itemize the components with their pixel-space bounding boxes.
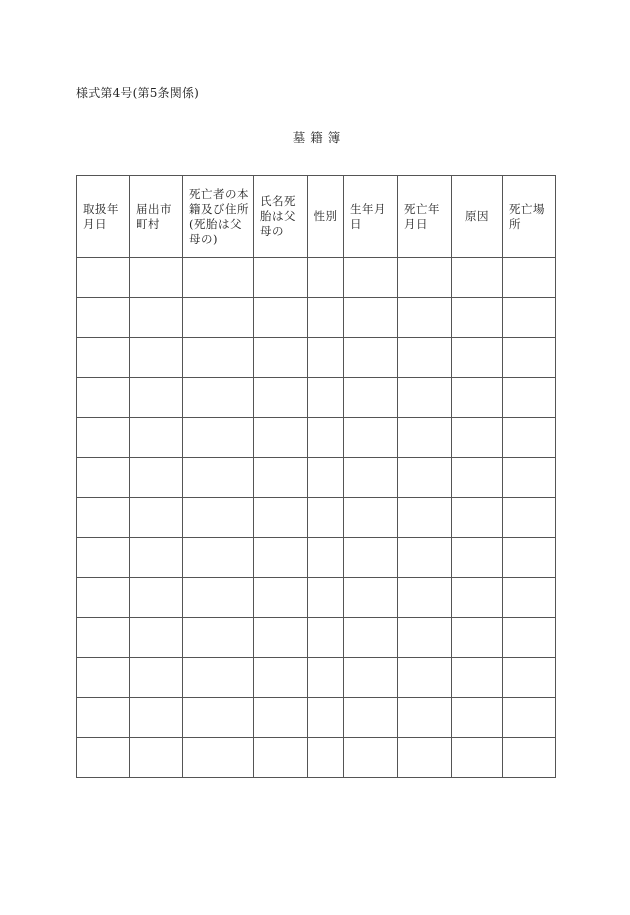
entry-cell-received[interactable] [77, 578, 130, 618]
entry-cell-death_date[interactable] [398, 658, 452, 698]
header-row [77, 176, 556, 258]
col-header-received-date: 取扱年月日 [77, 176, 130, 258]
entry-cell-name[interactable] [254, 418, 308, 458]
entry-cell-name[interactable] [254, 578, 308, 618]
document-title: 墓籍簿 [292, 130, 346, 145]
entry-cell-birth[interactable] [344, 618, 398, 658]
table-row [77, 458, 556, 498]
entry-cell-birth[interactable] [344, 498, 398, 538]
entry-cell-death_place[interactable] [503, 658, 556, 698]
col-header-notified-municipality: 届出市町村 [130, 176, 183, 258]
entry-cell-notified_city[interactable] [130, 378, 183, 418]
entry-cell-death_place[interactable] [503, 618, 556, 658]
entry-cell-sex[interactable] [308, 378, 344, 418]
entry-cell-cause[interactable] [452, 578, 503, 618]
entry-cell-name[interactable] [254, 658, 308, 698]
entry-cell-name[interactable] [254, 258, 308, 298]
entry-cell-notified_city[interactable] [130, 618, 183, 658]
entry-cell-notified_city[interactable] [130, 698, 183, 738]
entry-cell-sex[interactable] [308, 578, 344, 618]
grave-register-table [76, 175, 556, 778]
entry-cell-received[interactable] [77, 418, 130, 458]
register-body [77, 258, 556, 778]
entry-cell-cause[interactable] [452, 538, 503, 578]
entry-cell-received[interactable] [77, 378, 130, 418]
entry-cell-name[interactable] [254, 378, 308, 418]
entry-cell-domicile[interactable] [183, 298, 254, 338]
entry-cell-sex[interactable] [308, 658, 344, 698]
entry-cell-death_date[interactable] [398, 298, 452, 338]
entry-cell-birth[interactable] [344, 258, 398, 298]
entry-cell-notified_city[interactable] [130, 498, 183, 538]
col-header-domicile-address: 死亡者の本籍及び住所(死胎は父母の) [183, 176, 254, 258]
entry-cell-domicile[interactable] [183, 338, 254, 378]
entry-cell-received[interactable] [77, 298, 130, 338]
entry-cell-cause[interactable] [452, 258, 503, 298]
entry-cell-sex[interactable] [308, 698, 344, 738]
entry-cell-domicile[interactable] [183, 258, 254, 298]
entry-cell-birth[interactable] [344, 578, 398, 618]
entry-cell-death_place[interactable] [503, 498, 556, 538]
entry-cell-sex[interactable] [308, 458, 344, 498]
entry-cell-birth[interactable] [344, 698, 398, 738]
entry-cell-name[interactable] [254, 338, 308, 378]
entry-cell-received[interactable] [77, 618, 130, 658]
entry-cell-notified_city[interactable] [130, 458, 183, 498]
entry-cell-domicile[interactable] [183, 458, 254, 498]
entry-cell-death_date[interactable] [398, 498, 452, 538]
entry-cell-cause[interactable] [452, 658, 503, 698]
entry-cell-received[interactable] [77, 458, 130, 498]
entry-cell-notified_city[interactable] [130, 738, 183, 778]
entry-cell-sex[interactable] [308, 618, 344, 658]
entry-cell-death_date[interactable] [398, 578, 452, 618]
table-row [77, 338, 556, 378]
col-header-death-place: 死亡場所 [503, 176, 556, 258]
entry-cell-sex[interactable] [308, 538, 344, 578]
entry-cell-received[interactable] [77, 338, 130, 378]
table-row [77, 618, 556, 658]
col-header-sex: 性別 [308, 176, 344, 258]
entry-cell-domicile[interactable] [183, 738, 254, 778]
entry-cell-cause[interactable] [452, 378, 503, 418]
table-row [77, 298, 556, 338]
entry-cell-cause[interactable] [452, 458, 503, 498]
entry-cell-domicile[interactable] [183, 618, 254, 658]
col-header-death-date: 死亡年月日 [398, 176, 452, 258]
entry-cell-cause[interactable] [452, 738, 503, 778]
entry-cell-domicile[interactable] [183, 658, 254, 698]
entry-cell-name[interactable] [254, 698, 308, 738]
entry-cell-name[interactable] [254, 458, 308, 498]
entry-cell-death_place[interactable] [503, 738, 556, 778]
entry-cell-death_place[interactable] [503, 458, 556, 498]
entry-cell-domicile[interactable] [183, 578, 254, 618]
form-number-label: 様式第4号(第5条関係) [76, 86, 200, 100]
entry-cell-name[interactable] [254, 498, 308, 538]
entry-cell-notified_city[interactable] [130, 338, 183, 378]
entry-cell-sex[interactable] [308, 258, 344, 298]
entry-cell-sex[interactable] [308, 298, 344, 338]
entry-cell-domicile[interactable] [183, 378, 254, 418]
entry-cell-death_date[interactable] [398, 258, 452, 298]
entry-cell-received[interactable] [77, 258, 130, 298]
entry-cell-cause[interactable] [452, 618, 503, 658]
entry-cell-birth[interactable] [344, 658, 398, 698]
entry-cell-received[interactable] [77, 658, 130, 698]
entry-cell-birth[interactable] [344, 338, 398, 378]
entry-cell-name[interactable] [254, 538, 308, 578]
table-row [77, 738, 556, 778]
entry-cell-death_date[interactable] [398, 538, 452, 578]
entry-cell-cause[interactable] [452, 298, 503, 338]
entry-cell-cause[interactable] [452, 338, 503, 378]
entry-cell-domicile[interactable] [183, 498, 254, 538]
entry-cell-death_place[interactable] [503, 698, 556, 738]
col-header-birth-date: 生年月日 [344, 176, 398, 258]
entry-cell-notified_city[interactable] [130, 418, 183, 458]
entry-cell-notified_city[interactable] [130, 298, 183, 338]
entry-cell-notified_city[interactable] [130, 258, 183, 298]
entry-cell-death_date[interactable] [398, 618, 452, 658]
entry-cell-death_place[interactable] [503, 258, 556, 298]
table-row [77, 538, 556, 578]
entry-cell-domicile[interactable] [183, 418, 254, 458]
entry-cell-birth[interactable] [344, 298, 398, 338]
entry-cell-received[interactable] [77, 498, 130, 538]
entry-cell-sex[interactable] [308, 338, 344, 378]
entry-cell-death_date[interactable] [398, 698, 452, 738]
entry-cell-domicile[interactable] [183, 698, 254, 738]
entry-cell-notified_city[interactable] [130, 658, 183, 698]
entry-cell-received[interactable] [77, 538, 130, 578]
entry-cell-death_place[interactable] [503, 298, 556, 338]
entry-cell-death_place[interactable] [503, 538, 556, 578]
entry-cell-death_date[interactable] [398, 418, 452, 458]
entry-cell-birth[interactable] [344, 418, 398, 458]
table-row [77, 498, 556, 538]
entry-cell-death_date[interactable] [398, 338, 452, 378]
col-header-cause: 原因 [452, 176, 503, 258]
entry-cell-death_place[interactable] [503, 418, 556, 458]
entry-cell-notified_city[interactable] [130, 578, 183, 618]
entry-cell-birth[interactable] [344, 378, 398, 418]
entry-cell-notified_city[interactable] [130, 538, 183, 578]
entry-cell-death_date[interactable] [398, 738, 452, 778]
entry-cell-sex[interactable] [308, 498, 344, 538]
table-row [77, 418, 556, 458]
entry-cell-received[interactable] [77, 738, 130, 778]
entry-cell-death_date[interactable] [398, 378, 452, 418]
table-row [77, 698, 556, 738]
entry-cell-birth[interactable] [344, 458, 398, 498]
col-header-name: 氏名死胎は父母の [254, 176, 308, 258]
entry-cell-cause[interactable] [452, 698, 503, 738]
entry-cell-sex[interactable] [308, 418, 344, 458]
entry-cell-death_place[interactable] [503, 378, 556, 418]
entry-cell-name[interactable] [254, 618, 308, 658]
entry-cell-cause[interactable] [452, 418, 503, 458]
entry-cell-name[interactable] [254, 298, 308, 338]
entry-cell-cause[interactable] [452, 498, 503, 538]
entry-cell-birth[interactable] [344, 738, 398, 778]
entry-cell-death_place[interactable] [503, 578, 556, 618]
entry-cell-received[interactable] [77, 698, 130, 738]
table-row [77, 378, 556, 418]
entry-cell-name[interactable] [254, 738, 308, 778]
entry-cell-death_place[interactable] [503, 338, 556, 378]
entry-cell-birth[interactable] [344, 538, 398, 578]
table-row [77, 578, 556, 618]
entry-cell-domicile[interactable] [183, 538, 254, 578]
table-row [77, 658, 556, 698]
entry-cell-death_date[interactable] [398, 458, 452, 498]
table-row [77, 258, 556, 298]
entry-cell-sex[interactable] [308, 738, 344, 778]
